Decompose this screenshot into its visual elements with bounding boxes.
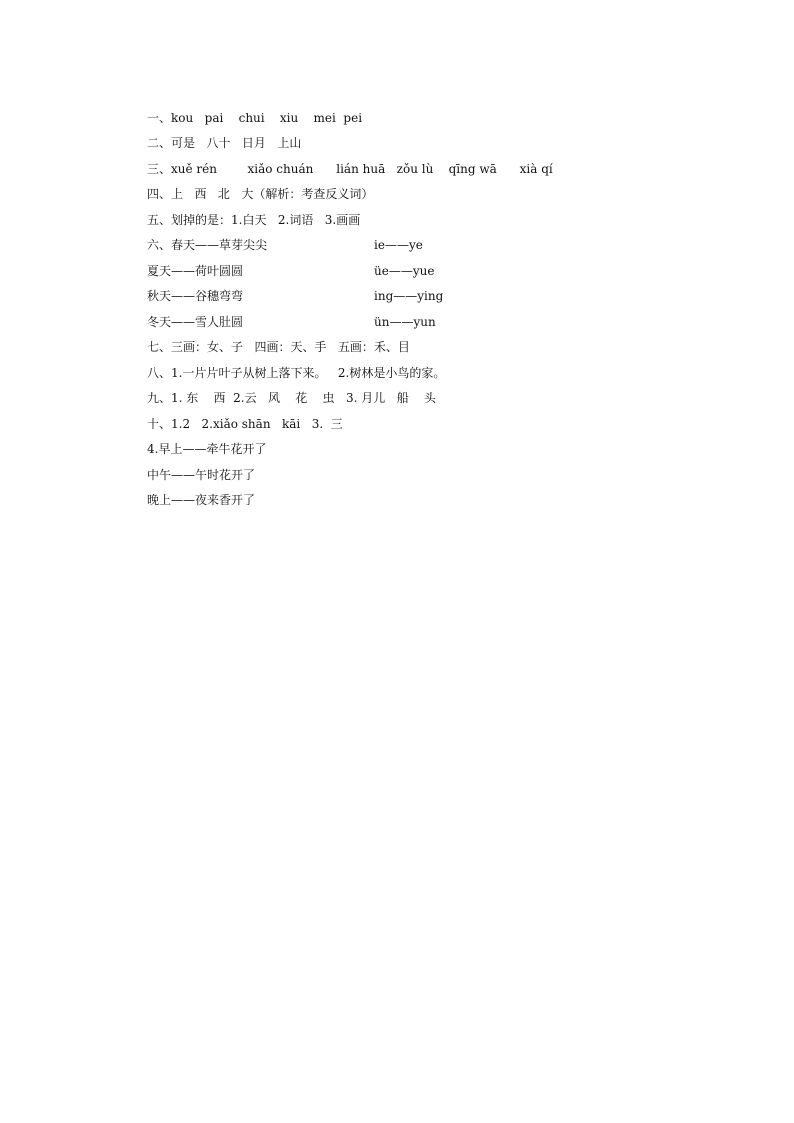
answer-2: 二、可是 八十 日月 上山 <box>147 136 302 150</box>
answer-6-season-2: 夏天——荷叶圆圆 <box>147 264 244 278</box>
answer-10-4-morning: 4.早上——牵牛花开了 <box>147 442 267 456</box>
answer-10: 十、1.2 2.xiǎo shān kāi 3. 三 <box>147 417 343 431</box>
answer-10-4-noon: 中午——午时花开了 <box>147 468 256 482</box>
answer-7: 七、三画：女、子 四画：天、手 五画：禾、目 <box>147 340 410 354</box>
answer-6-season-3: 秋天——谷穗弯弯 <box>147 289 244 303</box>
answer-9: 九、1. 东 西 2.云 风 花 虫 3. 月儿 船 头 <box>147 391 436 405</box>
answer-6-pinyin-1: ie——ye <box>374 238 423 252</box>
answer-8: 八、1.一片片叶子从树上落下来。 2.树林是小鸟的家。 <box>147 366 446 380</box>
answer-10-4-evening: 晚上——夜来香开了 <box>147 493 256 507</box>
answer-5: 五、划掉的是：1.白天 2.词语 3.画画 <box>147 213 361 227</box>
answer-6-pinyin-4: ün——yun <box>374 315 436 329</box>
answer-3: 三、xuě rén xiǎo chuán lián huā zǒu lù qīng wā xià qí <box>147 162 553 176</box>
answer-4: 四、上 西 北 大（解析：考查反义词） <box>147 187 374 201</box>
answer-6-season-1: 六、春天——草芽尖尖 <box>147 238 268 252</box>
answer-6-season-4: 冬天——雪人肚圆 <box>147 315 244 329</box>
answer-1: 一、kou pai chui xiu mei pei <box>147 111 363 125</box>
answer-6-pinyin-2: üe——yue <box>374 264 435 278</box>
answer-6-pinyin-3: ing——ying <box>374 289 444 303</box>
